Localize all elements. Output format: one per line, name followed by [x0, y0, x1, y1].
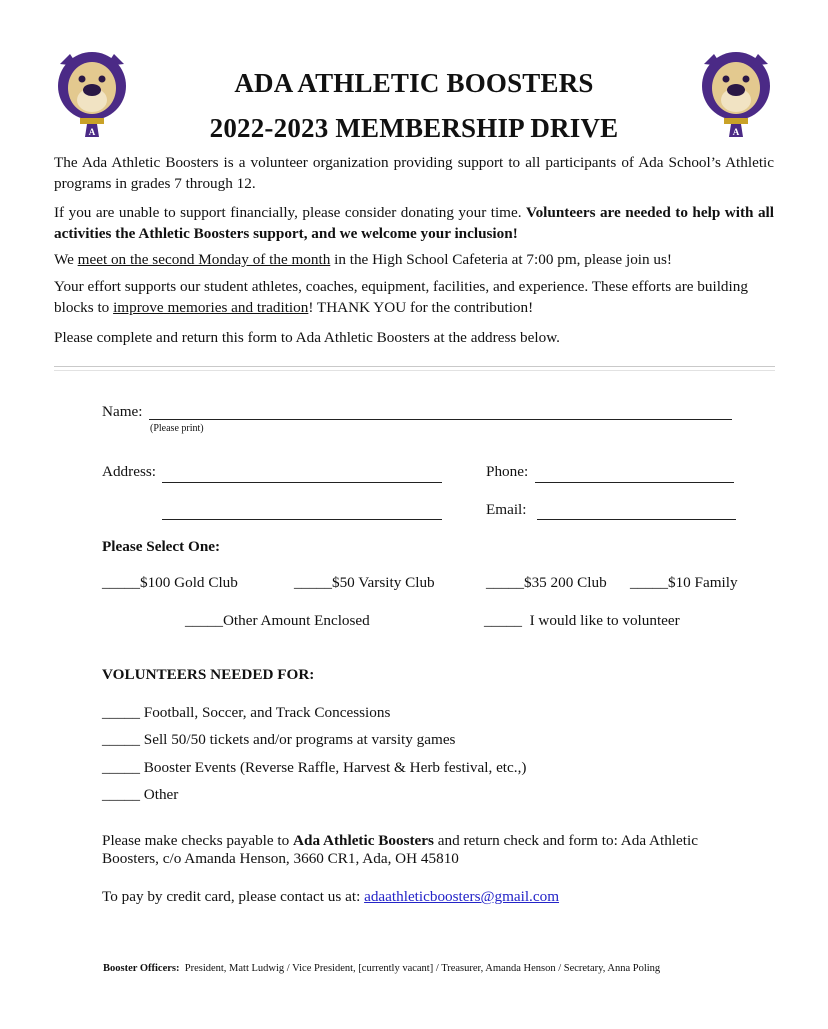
- option-other-amount[interactable]: _____Other Amount Enclosed: [185, 612, 370, 629]
- volunteers-heading: VOLUNTEERS NEEDED FOR:: [102, 666, 315, 683]
- credit-card-instructions: [102, 888, 559, 906]
- checks-text-post: and return check and form to: Ada Athletic: [433, 832, 698, 849]
- meeting-text-post: in the High School Cafeteria at 7:00 pm, please join us!: [330, 251, 672, 268]
- option-200-club[interactable]: _____$35 200 Club: [486, 574, 607, 591]
- name-hint: (Please print): [150, 423, 204, 434]
- intro-paragraph-3: [54, 249, 774, 270]
- checks-instructions: [102, 832, 698, 850]
- credit-text: To pay by credit card, please contact us at:: [102, 888, 365, 905]
- intro-paragraph-2-text: If you are unable to support financially, please consider donating your time.: [54, 204, 527, 221]
- meeting-text-pre: We: [54, 251, 78, 268]
- title-line-1: ADA ATHLETIC BOOSTERS: [234, 68, 594, 98]
- svg-text:A: A: [732, 127, 740, 137]
- checks-text-pre: Please make checks payable to: [102, 832, 294, 849]
- footer-label: Booster Officers:: [103, 963, 180, 974]
- intro-paragraph-5: Please complete and return this form to Ada Athletic Boosters at the address below.: [54, 329, 560, 346]
- address-field-line-2[interactable]: [162, 518, 442, 520]
- name-label: Name:: [102, 403, 143, 420]
- option-family[interactable]: _____$10 Family: [630, 574, 738, 591]
- volunteer-item-other[interactable]: _____ Other: [102, 786, 179, 803]
- option-gold-club[interactable]: _____$100 Gold Club: [102, 574, 238, 591]
- volunteer-item-tickets[interactable]: _____ Sell 50/50 tickets and/or programs at varsity games: [102, 731, 456, 748]
- section-divider: [54, 366, 775, 371]
- name-field[interactable]: [149, 418, 732, 420]
- intro-paragraph-2: [54, 202, 774, 244]
- volunteer-call-bold: Volunteers are needed to help with all activities the Athletic Boosters support, and we welcome your inclusion!: [54, 204, 774, 242]
- address-field-line-1[interactable]: [162, 481, 442, 483]
- intro-paragraph-4: [54, 276, 774, 318]
- volunteer-item-concessions[interactable]: _____ Football, Soccer, and Track Concessions: [102, 704, 391, 721]
- memories-underlined: improve memories and tradition: [113, 299, 309, 316]
- contact-email-link[interactable]: adaathleticboosters@gmail.com: [364, 888, 560, 905]
- footer-officers-list: President, Matt Ludwig / Vice President, [currently vacant] / Treasurer, Amanda Henson / Secretary, Anna Poling: [179, 963, 661, 974]
- payee-name: Ada Athletic Boosters: [293, 832, 434, 849]
- mailing-address: Boosters, c/o Amanda Henson, 3660 CR1, Ada, OH 45810: [102, 850, 459, 867]
- address-label: Address:: [102, 463, 156, 480]
- footer-officers: [103, 963, 660, 974]
- option-volunteer[interactable]: _____ I would like to volunteer: [484, 612, 680, 629]
- phone-label: Phone:: [486, 463, 529, 480]
- effort-text-pre: Your effort supports our student athletes, coaches, equipment, facilities, and experience. These efforts are building blocks to: [54, 278, 748, 316]
- meeting-schedule-underlined: meet on the second Monday of the month: [77, 251, 331, 268]
- intro-paragraph-1: The Ada Athletic Boosters is a volunteer organization providing support to all participants of Ada School’s Athletic programs in grades 7 through 12.: [54, 154, 774, 192]
- email-label: Email:: [486, 501, 527, 518]
- volunteer-item-events[interactable]: _____ Booster Events (Reverse Raffle, Harvest & Herb festival, etc.,): [102, 759, 527, 776]
- svg-text:A: A: [88, 127, 96, 137]
- phone-field[interactable]: [535, 481, 734, 483]
- option-varsity-club[interactable]: _____$50 Varsity Club: [294, 574, 435, 591]
- select-heading: Please Select One:: [102, 538, 221, 555]
- title-line-2: 2022-2023 MEMBERSHIP DRIVE: [209, 113, 619, 143]
- email-field[interactable]: [537, 518, 736, 520]
- effort-text-post: ! THANK YOU for the contribution!: [308, 299, 534, 316]
